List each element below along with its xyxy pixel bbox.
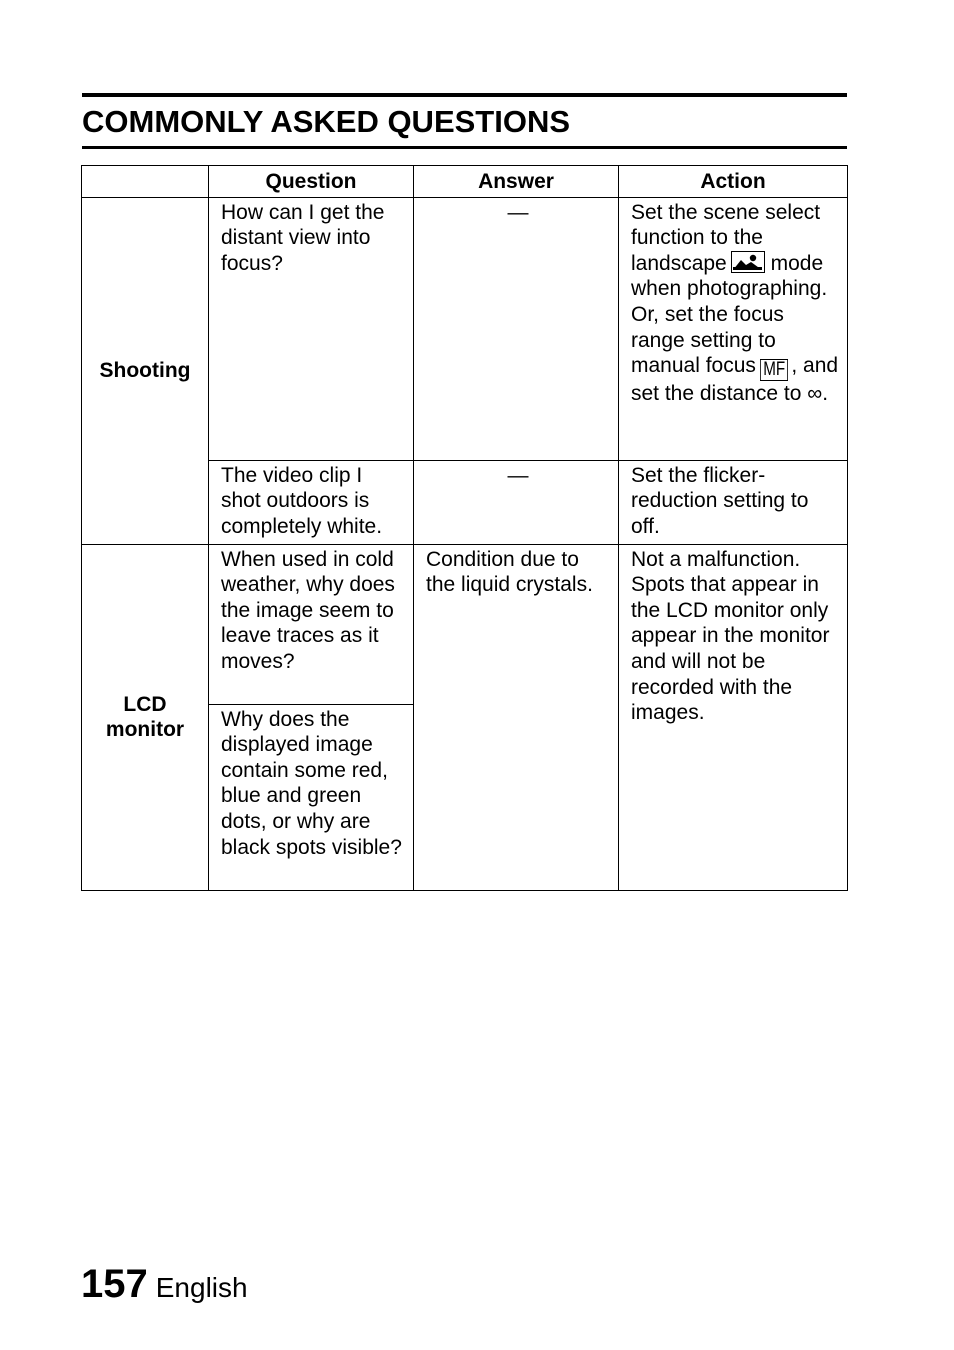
- question-cell: Why does the displayed image contain some red, blue and green dots, or why are black spots visible?: [209, 704, 414, 890]
- category-lcd-monitor: LCD monitor: [82, 544, 209, 890]
- answer-cell: Condition due to the liquid crystals.: [414, 544, 619, 890]
- action-text: Or, set the focus range setting to manual focus: [631, 302, 784, 378]
- answer-cell: —: [414, 460, 619, 544]
- question-cell: The video clip I shot outdoors is completely white.: [209, 460, 414, 544]
- question-cell: How can I get the distant view into focus?: [209, 197, 414, 460]
- header-question: Question: [209, 166, 414, 198]
- table-row: [82, 197, 848, 460]
- answer-cell: —: [414, 197, 619, 460]
- question-cell: When used in cold weather, why does the image seem to leave traces as it moves?: [209, 544, 414, 704]
- action-cell: Set the flicker-reduction setting to off.: [619, 460, 848, 544]
- action-text: ,: [791, 354, 798, 378]
- page-footer: [81, 1262, 248, 1307]
- action-text: and set the distance to ∞.: [631, 354, 839, 406]
- action-cell: [619, 197, 848, 460]
- landscape-mode-icon: [731, 251, 765, 273]
- action-cell: Not a malfunction. Spots that appear in the LCD monitor only appear in the monitor and will not be recorded with the images.: [619, 544, 848, 890]
- header-answer: Answer: [414, 166, 619, 198]
- table-header-row: [82, 166, 848, 198]
- action-text: Set the scene select function to the landscape: [631, 200, 821, 275]
- action-text: mode when photographing.: [631, 251, 828, 301]
- faq-table: [81, 165, 848, 891]
- header-action: Action: [619, 166, 848, 198]
- table-row: [82, 544, 848, 704]
- page-language: English: [155, 1272, 248, 1303]
- section-header: [82, 93, 847, 149]
- header-category: [82, 166, 209, 198]
- manual-focus-icon: MF: [760, 359, 788, 381]
- category-shooting: Shooting: [82, 197, 209, 544]
- page-number: 157: [81, 1262, 148, 1306]
- page-title: COMMONLY ASKED QUESTIONS: [82, 104, 571, 139]
